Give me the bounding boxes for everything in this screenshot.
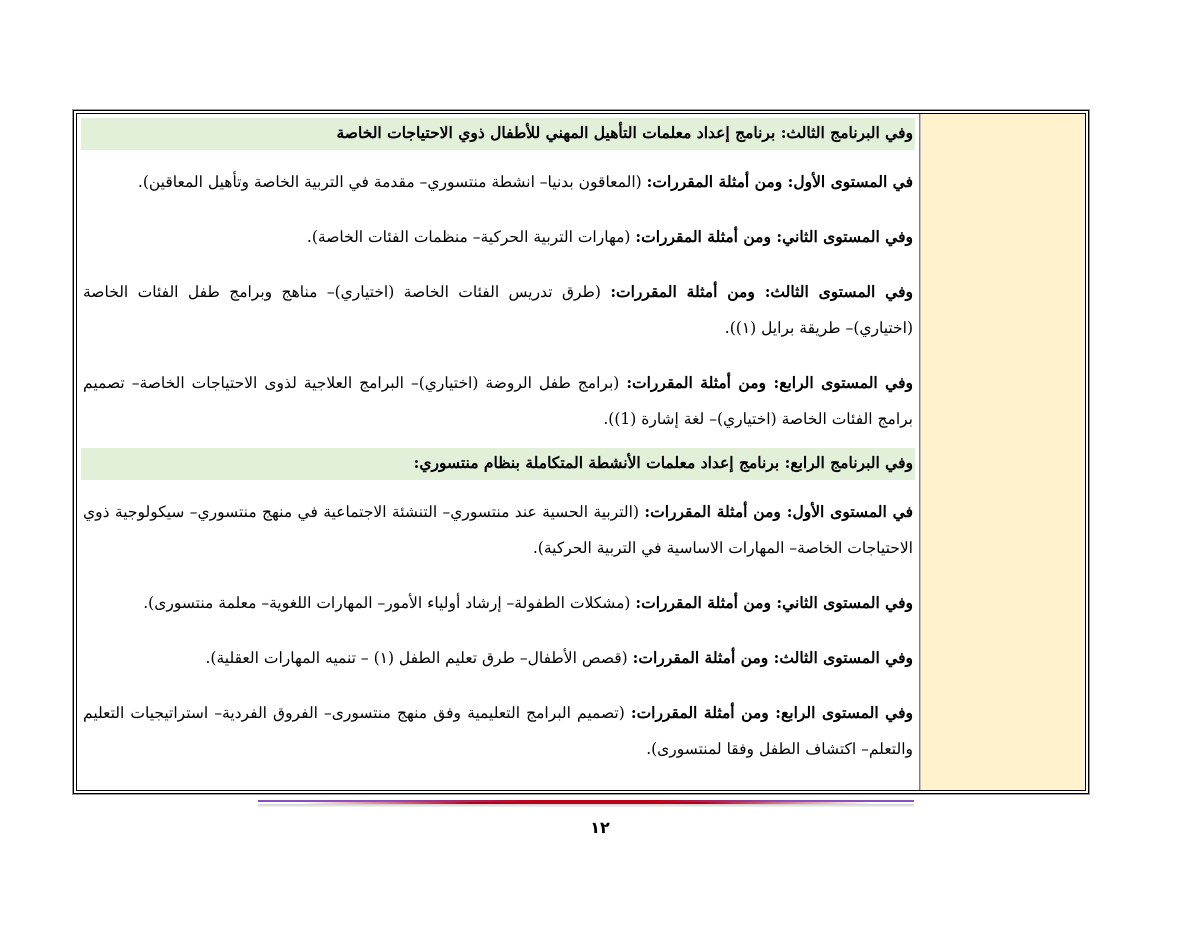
- level-label: في المستوى الأول: ومن أمثلة المقررات:: [644, 502, 913, 521]
- level-paragraph: [83, 494, 913, 566]
- content-cell: [77, 114, 920, 790]
- level-paragraph: [83, 640, 913, 676]
- level-label: وفي المستوى الرابع: ومن أمثلة المقررات:: [630, 703, 913, 722]
- level-label: وفي المستوى الرابع: ومن أمثلة المقررات:: [626, 373, 913, 392]
- level-label: وفي المستوى الثاني: ومن أمثلة المقررات:: [635, 227, 913, 246]
- level-label: وفي المستوى الثالث: ومن أمثلة المقررات:: [610, 282, 913, 301]
- side-cell: [920, 114, 1085, 790]
- level-courses: (المعاقون بدنيا– انشطة منتسوري– مقدمة في التربية الخاصة وتأهيل المعاقين).: [137, 173, 647, 191]
- level-courses: (تصميم البرامج التعليمية وفق منهج منتسورى– الفروق الفردية– استراتيجيات التعليم والتعلم– اكتشاف الطفل وفقا لمنتسورى).: [83, 704, 913, 758]
- level-paragraph: [83, 365, 913, 437]
- footer-divider: [258, 799, 914, 807]
- level-label: وفي المستوى الثاني: ومن أمثلة المقررات:: [635, 593, 913, 612]
- level-paragraph: [83, 274, 913, 346]
- level-paragraph: [83, 585, 913, 621]
- section-heading: وفي البرنامج الرابع: برنامج إعداد معلمات الأنشطة المتكاملة بنظام منتسوري:: [81, 448, 915, 480]
- level-paragraph: [83, 695, 913, 767]
- level-courses: (مهارات التربية الحركية– منظمات الفئات الخاصة).: [306, 228, 636, 246]
- level-courses: (مشكلات الطفولة– إرشاد أولياء الأمور– المهارات اللغوية– معلمة منتسورى).: [143, 594, 636, 612]
- level-label: وفي المستوى الثالث: ومن أمثلة المقررات:: [632, 648, 913, 667]
- page-number: ١٢: [590, 818, 610, 837]
- level-courses: (برامج طفل الروضة (اختياري)– البرامج العلاجية لذوى الاحتياجات الخاصة– تصميم برامج الفئات الخاصة (اختياري)– لغة إشارة (1)).: [83, 374, 913, 428]
- section-heading: وفي البرنامج الثالث: برنامج إعداد معلمات التأهيل المهني للأطفال ذوي الاحتياجات الخاصة: [81, 118, 915, 150]
- level-paragraph: [83, 219, 913, 255]
- table-frame: [73, 110, 1089, 794]
- level-courses: (طرق تدريس الفئات الخاصة (اختياري)– مناهج وبرامج طفل الفئات الخاصة (اختياري)– طريقة برايل (١)).: [83, 283, 913, 337]
- level-courses: (قصص الأطفال– طرق تعليم الطفل (١) – تنميه المهارات العقلية).: [205, 649, 633, 667]
- level-paragraph: [83, 164, 913, 200]
- level-courses: (التربية الحسية عند منتسوري– التنشئة الاجتماعية في منهج منتسوري– سيكولوجية ذوي الاحتياجات الخاصة– المهارات الاساسية في التربية الحركية).: [83, 503, 913, 557]
- level-label: في المستوى الأول: ومن أمثلة المقررات:: [646, 172, 913, 191]
